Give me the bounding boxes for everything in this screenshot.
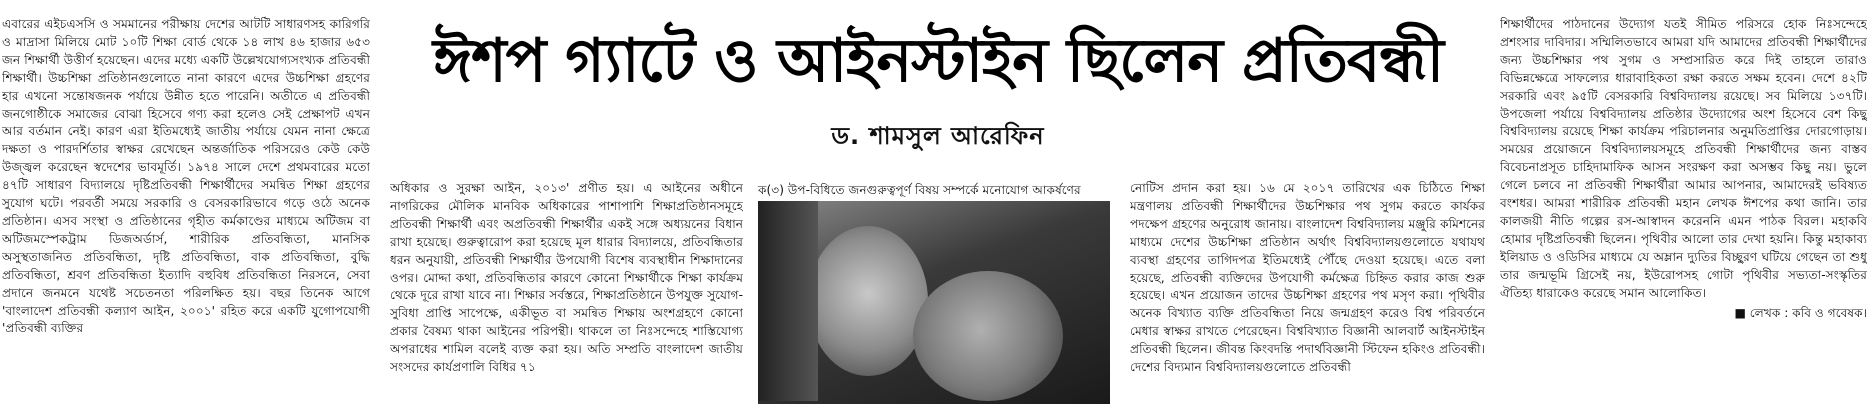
article-headline: ঈশপ গ্যাটে ও আইনস্টাইন ছিলেন প্রতিবন্ধী <box>432 26 1443 96</box>
column-5-text: শিক্ষার্থীদের পাঠদানের উদ্যোগ যতই সীমিত পরিসরে হোক নিঃসন্দেহে প্রশংসার দাবিদার। সম্মিলিতভাবে আমরা যদি আমাদের প্রতিবন্ধী শিক্ষার্থীদের জন্য উচ্চশিক্ষার পথ সুগম ও সম্প্রসারিত করে দিই তাহলে তারাও বিভিন্নক্ষেত্রে সাফল্যের ধারাবাহিকতা রক্ষা করতে সক্ষম হবেন। দেশে ৪২টি সরকারি এবং ৯৫টি বেসরকারি বিশ্ববিদ্যালয় রয়েছে। সব মিলিয়ে ১৩৭টি। উপজেলা পর্যায়ে বিশ্ববিদ্যালয় প্রতিষ্ঠার উদ্যোগের অংশ হিসেবে বেশ কিছু বিশ্ববিদ্যালয় রয়েছে শিক্ষা কার্যক্রম পরিচালনার অনুমতিপ্রাপ্তির দোরগোড়ায়। সময়ের প্রয়োজনে বিশ্ববিদ্যালয়সমূহে প্রতিবন্ধী শিক্ষার্থীদের জন্য বাস্তব বিবেচনাপ্রসূত চাহিদামাফিক আসন সংরক্ষণ করা অসম্ভব কিছু নয়। ভুলে গেলে চলবে না প্রতিবন্ধী শিক্ষার্থীরা আমার আপনার, আমাদেরই ভবিষ্যত বংশধর। আমরা শারীরিক প্রতিবন্ধী মহান লেখক ঈশপের কথা জানি। তার কালজয়ী নীতি গল্পের রস-আস্বাদন করেননি এমন পাঠক বিরল। মহাকবি হোমার দৃষ্টিপ্রতিবন্ধী ছিলেন। পৃথিবীর আলো তার দেখা হয়নি। কিন্তু মহাকাব্য ইলিয়াড ও ওডিসির মাধ্যমে যে অম্লান দ্যুতির বিচ্ছুরণ ঘটিয়ে গেছেন তা শুধু তার জন্মভূমি গ্রিসেই নয়, ইউরোপসহ গোটা পৃথিবীর সভ্যতা-সংস্কৃতির ঐতিহ্য ধারাকেও করেছে সমান আলোকিত। <box>1500 17 1867 300</box>
article-column-4 <box>1130 180 1485 402</box>
column-4-text: নোটিস প্রদান করা হয়। ১৬ মে ২০১৭ তারিখের এক চিঠিতে শিক্ষা মন্ত্রণালয় প্রতিবন্ধী শিক্ষার্থীদের উচ্চশিক্ষার পথ সুগম করতে কার্যকর পদক্ষেপ গ্রহণের অনুরোধ জানায়। বাংলাদেশ বিশ্ববিদ্যালয় মঞ্জুরি কমিশনের মাধ্যমে দেশের উচ্চশিক্ষা প্রতিষ্ঠান অর্থাৎ বিশ্ববিদ্যালয়গুলোতে যথাযথ ব্যবস্থা গ্রহণের তাগিদপত্র ইতিমধ্যেই পৌঁছে দেওয়া হয়েছে। এতে বলা হয়েছে, প্রতিবন্ধী ব্যক্তিদের উপযোগী কর্মক্ষেত্র চিহ্নিত করার কাজ শুরু হয়েছে। এখন প্রয়োজন তাদের উচ্চশিক্ষা গ্রহণের পথ মসৃণ করা। পৃথিবীর অনেক বিখ্যাত ব্যক্তি প্রতিবন্ধিতা নিয়ে জন্মগ্রহণ করেও বিশ্ব পরিবর্তনে মেধার স্বাক্ষর রাখতে পেরেছেন। বিশ্ববিখ্যাত বিজ্ঞানী আলবার্ট আইনস্টাইন প্রতিবন্ধী ছিলেন। জীবন্ত কিংবদন্তি পদার্থবিজ্ঞানী স্টিফেন হকিংও প্রতিবন্ধী। দেশের বিদ্যমান বিশ্ববিদ্যালয়গুলোতে প্রতিবন্ধী <box>1130 181 1485 375</box>
article-column-5 <box>1500 16 1867 408</box>
article-column-1 <box>2 16 370 408</box>
photo-caption: ক(৩) উপ-বিধিতে জনগুরুত্বপূর্ণ বিষয় সম্পর্কে মনোযোগ আকর্ষণের <box>758 183 1081 197</box>
author-signature: ■ লেখক : কবি ও গবেষক। <box>1734 305 1867 320</box>
column-1-text: এবারের এইচএসসি ও সমমানের পরীক্ষায় দেশের আটটি সাধারণসহ কারিগরি ও মাদ্রাসা মিলিয়ে মোট ১০টি শিক্ষা বোর্ড থেকে ১৪ লাখ ৪৬ হাজার ৬৫৩ জন শিক্ষার্থী উত্তীর্ণ হয়েছেন। এদের মধ্যে একটি উল্লেখযোগ্যসংখ্যক প্রতিবন্ধী শিক্ষার্থী। উচ্চশিক্ষা প্রতিষ্ঠানগুলোতে নানা কারণে এদের উচ্চশিক্ষা গ্রহণের হার এখনো সন্তোষজনক পর্যায়ে উন্নীত হতে পারেনি। অতীতে এ প্রতিবন্ধী জনগোষ্ঠীকে সমাজের বোঝা হিসেবে গণ্য করা হলেও সেই প্রেক্ষাপট এখন আর বর্তমান নেই। কারণ এরা ইতিমধ্যেই জাতীয় পর্যায়ে যেমন নানা ক্ষেত্রে দক্ষতা ও পারদর্শিতার স্বাক্ষর রেখেছেন অন্তর্জাতিক পরিসরেও কেউ কেউ উজ্জ্বল করেছেন স্বদেশের ভাবমূর্তি। ১৯৭৪ সালে দেশে প্রথমবারের মতো ৪৭টি সাধারণ বিদ্যালয়ে দৃষ্টিপ্রতিবন্ধী শিক্ষার্থীদের সমন্বিত শিক্ষা গ্রহণের সুযোগ ঘটে। পরবর্তী সময়ে সরকারি ও বেসরকারিভাবে গড়ে ওঠে অনেক প্রতিষ্ঠান। এসব সংস্থা ও প্রতিষ্ঠানের গৃহীত কর্মকাণ্ডের মাধ্যমে অটিজম বা অটিজমস্পেকট্রাম ডিজঅর্ডার্স, শারীরিক প্রতিবন্ধিতা, মানসিক অসুস্থতাজনিত প্রতিবন্ধিতা, দৃষ্টি প্রতিবন্ধিতা, বাক প্রতিবন্ধিতা, বুদ্ধি প্রতিবন্ধিতা, শ্রবণ প্রতিবন্ধিতা ইত্যাদি বহুবিধ প্রতিবন্ধিতা নিরসনে, সেবা প্রদানে জনমনে যথেষ্ট সচেতনতা পরিলক্ষিত হয়। বছর তিনেক আগে 'বাংলাদেশ প্রতিবন্ধী কল্যাণ আইন, ২০০১' রহিত করে একটি যুগোপযোগী 'প্রতিবন্ধী ব্যক্তির <box>2 17 370 336</box>
children-photo <box>758 201 1110 404</box>
article-byline: ড. শামসুল আরেফিন <box>831 122 1045 150</box>
column-2-text: অধিকার ও সুরক্ষা আইন, ২০১৩' প্রণীত হয়। এ আইনের অধীনে নাগরিকের মৌলিক মানবিক অধিকারের পাশাপাশি শিক্ষাপ্রতিষ্ঠানসমূহে প্রতিবন্ধী শিক্ষার্থী এবং অপ্রতিবন্ধী শিক্ষার্থীর একই সঙ্গে অধ্যয়নের বিধান রাখা হয়েছে। গুরুত্বারোপ করা হয়েছে মূল ধারার বিদ্যালয়ে, প্রতিবন্ধিতার ধরন অনুযায়ী, প্রতিবন্ধী শিক্ষার্থীর উপযোগী বিশেষ ব্যবস্থাধীন শিক্ষাদানের ওপর। মোদ্দা কথা, প্রতিবন্ধিতার কারণে কোনো শিক্ষার্থীকে শিক্ষা কার্যক্রম থেকে দূরে রাখা যাবে না। শিক্ষার সর্বস্তরে, শিক্ষাপ্রতিষ্ঠানে উপযুক্ত সুযোগ-সুবিধা প্রাপ্তি সাপেক্ষে, একীভূত বা সমন্বিত শিক্ষায় অংশগ্রহণে কোনো প্রকার বৈষম্য থাকা আইনের পরিপন্থী। থাকলে তা নিঃসন্দেহে শাস্তিযোগ্য অপরাধের শামিল বলেই ব্যক্ত করা হয়। অতি সম্প্রতি বাংলাদেশ জাতীয় সংসদের কার্যপ্রণালি বিধির ৭১ <box>390 181 743 375</box>
article-column-2 <box>390 180 743 402</box>
